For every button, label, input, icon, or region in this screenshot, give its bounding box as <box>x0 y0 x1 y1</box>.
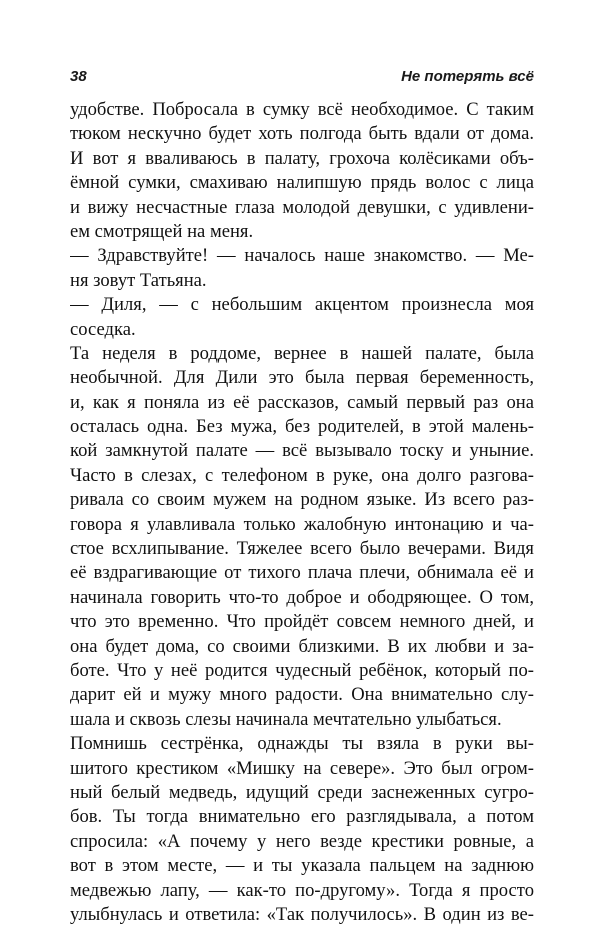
text-line: кой замкнутой палате — всё вызывало тоску и уныние. <box>70 440 534 462</box>
text-line: тюком нескучно будет хоть полгода быть вдали от дома. <box>70 123 534 145</box>
text-line: её вздрагивающие от тихого плача плечи, обнимала её и <box>70 562 534 584</box>
text-line: вот в этом месте, — и ты указала пальцем на заднюю <box>70 855 534 877</box>
text-line: ёмной сумки, смахиваю налипшую прядь волос с лица <box>70 172 534 194</box>
running-title: Не потерять всё <box>401 68 534 85</box>
body-text <box>70 98 534 927</box>
page-header <box>70 64 534 92</box>
text-line: улыбнулась и ответила: «Так получилось». В один из ве- <box>70 903 534 925</box>
text-line: осталась одна. Без мужа, без родителей, в этой малень- <box>70 416 534 438</box>
text-line: необычной. Для Дили это была первая беременность, <box>70 367 534 389</box>
text-line: Помнишь сестрёнка, однажды ты взяла в руки вы- <box>70 733 534 755</box>
text-line: шитого крестиком «Мишку на севере». Это был огром- <box>70 757 534 779</box>
text-line: начинала говорить что-то доброе и ободряющее. О том, <box>70 586 534 608</box>
text-line: ривала со своим мужем на родном языке. Из всего раз- <box>70 489 534 511</box>
text-line: спросила: «А почему у него везде крестики ровные, а <box>70 830 534 852</box>
text-line: и, как я поняла из её рассказов, самый первый раз она <box>70 391 534 413</box>
text-line: и вижу несчастные глаза молодой девушки, с удивлени- <box>70 196 534 218</box>
text-line: Часто в слезах, с телефоном в руке, она долго разгова- <box>70 464 534 486</box>
text-line: ня зовут Татьяна. <box>70 269 207 291</box>
text-line: — Здравствуйте! — началось наше знакомство. — Ме- <box>70 245 534 267</box>
text-line: удобстве. Побросала в сумку всё необходимое. С таким <box>70 99 534 120</box>
text-line: ный белый медведь, идущий среди заснеженных сугро- <box>70 781 534 803</box>
text-line: она будет дома, со своими близкими. В их любви и за- <box>70 635 534 657</box>
text-line: ем смотрящей на меня. <box>70 220 254 242</box>
text-line: Та неделя в роддоме, вернее в нашей палате, была <box>70 342 534 364</box>
text-line: — Диля, — с небольшим акцентом произнесла моя <box>70 294 534 316</box>
text-line: что это временно. Что пройдёт совсем немного дней, и <box>70 611 534 633</box>
text-line: шала и сквозь слезы начинала мечтательно улыбаться. <box>70 708 502 730</box>
text-line: говора я улавливала только жалобную интонацию и ча- <box>70 513 534 535</box>
text-line: дарит ей и мужу много радости. Она внимательно слу- <box>70 684 534 706</box>
page-number: 38 <box>70 68 87 85</box>
text-line: стое всхлипывание. Тяжелее всего было вечерами. Видя <box>70 538 534 560</box>
text-line: медвежью лапу, — как-то по-другому». Тогда я просто <box>70 879 534 901</box>
text-line: боте. Что у неё родится чудесный ребёнок, который по- <box>70 659 534 681</box>
text-line: соседка. <box>70 318 136 340</box>
text-line: бов. Ты тогда внимательно его разглядывала, а потом <box>70 806 534 828</box>
text-line: И вот я вваливаюсь в палату, грохоча колёсиками объ- <box>70 147 534 169</box>
